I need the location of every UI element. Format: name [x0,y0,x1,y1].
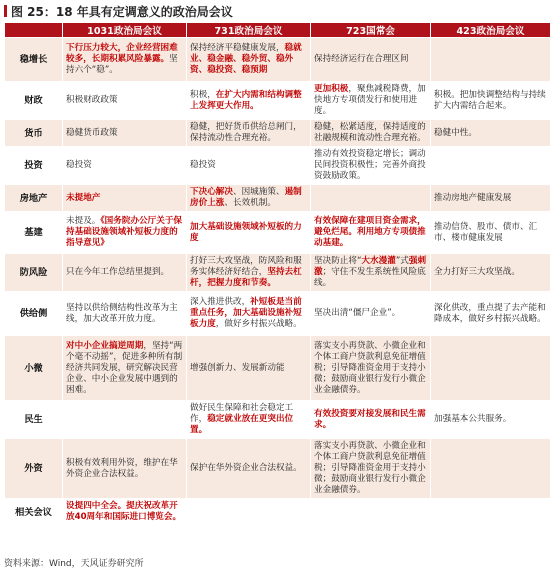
highlighted-text: 强刺激 [314,256,427,277]
cell-text: 、长效机制。 [224,198,276,208]
table-row [5,38,550,82]
header-423: 423政治局会议 [431,23,550,38]
table-row [5,185,550,212]
cell-text: 全力打好三大攻坚战。 [434,267,520,277]
table-row [5,336,550,401]
cell-text: 坚持六个“稳”。 [66,54,178,75]
cell-text: 做好民生保障和社会稳定工作， [190,403,294,424]
cell-text: 稳投资 [190,160,216,170]
table-cell [63,439,187,499]
cell-text: 落实支小再贷款、小微企业和个体工商户贷款利息免征增值税；引导降准资金用于支持小微；鼓励商业银行发行小微企业金融债券。 [314,441,426,495]
highlighted-text: 未提地产 [66,192,101,203]
highlighted-text: 遏制房价上涨 [190,187,302,208]
table-cell [311,38,431,82]
cell-text: 稳健货币政策 [66,127,118,138]
header-723: 723国常会 [311,23,431,38]
highlighted-text: 补短板是当前重点任务，加大基础设施补短板力度 [190,297,302,329]
cell-text: 深化供改，重点提了去产能和降成本，做好乡村振兴战略。 [434,302,546,324]
table-cell [311,292,431,336]
highlighted-text: 有效保障在建项目资金需求，避免烂尾。利用地方专项债推动基建。 [314,216,426,248]
row-label: 相关会议 [5,499,63,526]
cell-text: ，聚焦减税降费，加快地方专项债发行和使用进度。 [314,84,426,116]
highlighted-text: 下决心解决 [190,187,233,197]
source-note: 资料来源：Wind，天风证券研究所 [4,559,144,569]
table-cell [311,147,431,185]
table-cell [311,254,431,292]
cell-text: 打好三大攻坚战，防风险和服务实体经济好结合， [190,256,302,277]
row-label: 房地产 [5,185,63,212]
header-corner [5,23,63,38]
table-cell [63,82,187,120]
caption-text: 图 25：18 年具有定调意义的政治局会议 [11,5,233,19]
table-cell [187,401,311,439]
table-cell [63,499,187,526]
cell-text: 稳健，松紧适度，保持适度的社融规模和流动性合理充裕。 [314,122,426,143]
table-row [5,499,550,526]
highlighted-text: 更加积极 [314,84,349,94]
cell-text: 坚决防止将“ [314,256,362,266]
table-cell [311,439,431,499]
cell-text: 稳健，把好货币供给总闸门，保持流动性合理充裕。 [190,122,302,143]
row-label: 货币 [5,120,63,147]
figure-caption [4,3,233,20]
table-row [5,401,550,439]
table-row [5,439,550,499]
table-cell [63,38,187,82]
cell-text: 、因城施策、 [232,187,285,197]
table-cell [311,336,431,401]
row-label: 小微 [5,336,63,401]
table-cell [63,292,187,336]
cell-text: 稳健中性。 [434,127,477,138]
highlighted-text: 稳定就业放在更突出位置。 [190,414,294,435]
table-row [5,82,550,120]
highlighted-text: 《国务院办公厅关于保持基础设施领域补短板力度的指导意见》 [66,216,183,248]
table-cell [431,38,550,82]
row-label: 基建 [5,212,63,254]
table-cell [63,401,187,439]
cell-text: 积极。把加快调整结构与持续扩大内需结合起来。 [434,89,546,111]
table-row [5,292,550,336]
table-cell [431,82,550,120]
table-cell [187,82,311,120]
cell-text: 保持经济运行在合理区间 [314,54,409,64]
table-cell [187,212,311,254]
caption-accent-bar [4,5,7,17]
cell-text: 只在今年工作总结里提到。 [66,267,170,277]
cell-text: ”式 [395,256,409,266]
table-cell [311,185,431,212]
row-label: 民生 [5,401,63,439]
table-cell [311,82,431,120]
cell-text: 落实支小再贷款、小微企业和个体工商户贷款利息免征增值税；引导降准资金用于支持小微；鼓励商业银行发行小微企业金融债券。 [314,340,426,395]
table-cell [431,336,550,401]
table-cell [63,212,187,254]
row-label: 供给侧 [5,292,63,336]
table-cell [63,147,187,185]
cell-text: 增强创新力、发展新动能 [190,362,285,373]
table-cell [431,292,550,336]
cell-text: 积极财政政策 [66,95,118,105]
table-cell [311,212,431,254]
cell-text: 加强基本公共服务。 [434,414,512,424]
table-cell [187,185,311,212]
table-cell [187,439,311,499]
table-cell [431,147,550,185]
table-cell [63,254,187,292]
cell-text: 保持经济平稳健康发展， [190,43,285,53]
table-cell [187,292,311,336]
policy-comparison-table [4,22,550,526]
highlighted-text: 稳就业、稳金融、稳外贸、稳外资、稳投资、稳预期 [190,43,302,75]
table-cell [431,185,550,212]
cell-text: 稳投资 [66,160,92,170]
cell-text: 推动信贷、股市、债市、汇市、楼市健康发展 [434,221,538,243]
highlighted-text: 有效投资要对接发展和民生需求。 [314,408,426,430]
header-1031: 1031政治局会议 [63,23,187,38]
cell-text: 坚持以供给侧结构性改革为主线，加大改革开放力度。 [66,302,178,324]
table-row [5,120,550,147]
table-cell [187,120,311,147]
cell-text: 推动房地产健康发展 [434,192,512,203]
table-cell [431,212,550,254]
highlighted-text: 加大基础设施领域补短板的力度 [190,221,302,243]
table-cell [431,499,550,526]
table-cell [187,336,311,401]
table-row [5,212,550,254]
row-label: 防风险 [5,254,63,292]
cell-text: 积极， [190,89,216,100]
highlighted-text: 下行压力较大，企业经营困难较多，长期积累风险暴露。 [66,43,178,64]
highlighted-text: 大水漫灌 [361,256,396,266]
table-cell [187,499,311,526]
cell-text: 推动有效投资稳定增长；调动民间投资积极性；完善外商投资鼓励政策。 [314,149,426,181]
table-cell [187,38,311,82]
header-731: 731政治局会议 [187,23,311,38]
row-label: 财政 [5,82,63,120]
cell-text: ，坚持“两个毫不动摇”，促进多种所有制经济共同发展，研究解决民营企业、中小企业发展中遇到的困难。 [66,340,183,395]
table-cell [311,499,431,526]
table-cell [63,185,187,212]
highlighted-text: 对中小企业搞逆周期 [66,340,144,351]
cell-text: ；守住不发生系统性风险底线。 [314,267,426,288]
cell-text: 未提及。 [66,216,101,226]
table-row [5,147,550,185]
table-cell [187,147,311,185]
table-cell [431,439,550,499]
row-label: 稳增长 [5,38,63,82]
table-cell [311,401,431,439]
table-cell [431,254,550,292]
cell-text: ，做好乡村振兴战略。 [215,319,302,329]
table-cell [431,401,550,439]
table-cell [63,336,187,401]
cell-text: 深入推进供改， [190,297,251,307]
table-header-row [5,23,550,38]
cell-text: 积极有效利用外资，维护在华外资企业合法权益。 [66,457,178,479]
table-row [5,254,550,292]
row-label: 外资 [5,439,63,499]
row-label: 投资 [5,147,63,185]
table-cell [187,254,311,292]
highlighted-text: 在扩大内需和结构调整上发挥更大作用。 [190,89,302,111]
cell-text: 坚决出清“僵尸企业”。 [314,308,401,318]
table-cell [431,120,550,147]
highlighted-text: 设提四中全会。提庆祝改革开放40周年和国际进口博览会。 [66,501,182,522]
highlighted-text: 坚持去杠杆，把握力度和节奏。 [190,267,302,288]
table-cell [311,120,431,147]
table-body [5,38,550,526]
table-cell [63,120,187,147]
cell-text: 保护在华外资企业合法权益。 [190,463,302,473]
